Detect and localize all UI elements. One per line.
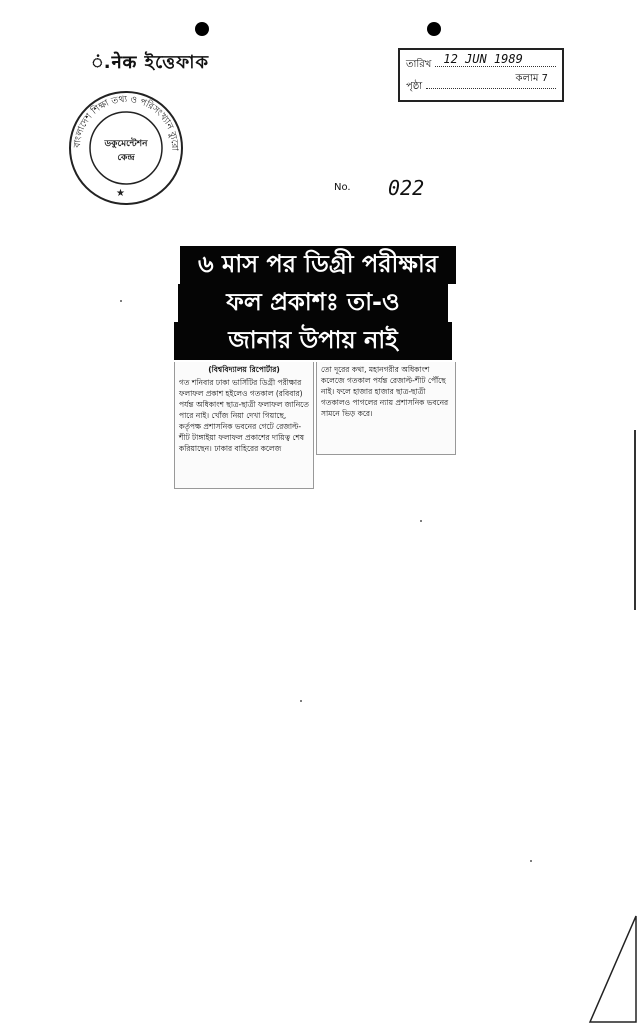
article-columns <box>174 362 456 502</box>
seal-inner-line1: ডকুমেন্টেশন <box>104 139 148 149</box>
documentation-center-seal <box>66 88 186 208</box>
page-edge-mark <box>634 430 636 610</box>
date-box <box>398 48 564 102</box>
doc-number: 022 <box>388 176 425 200</box>
seal-inner-line2: কেন্দ্র <box>117 153 135 163</box>
left-column-text: গত শনিবার ঢাকা ভার্সিটির ডিগ্রী পরীক্ষার ফলাফল প্রকাশ হইলেও গতকাল (রবিবার) পর্যন্ত অধিকাংশ ছাত্র-ছাত্রী ফলাফল জানিতে পারে নাই। খোঁজ নিয়া দেখা গিয়াছে, কর্তৃপক্ষ প্রশাসনিক ভবনের গেটে রেজাল্ট-শীট টাঙ্গাইয়া ফলাফল প্রকাশের দায়িত্ব শেষ করিয়াছেন। ঢাকার বাহিরের কলেজ <box>179 378 309 453</box>
newspaper-clipping <box>174 246 456 502</box>
paper-speck <box>120 300 122 302</box>
folded-corner <box>588 914 638 1024</box>
doc-number-prefix: No. <box>334 182 351 193</box>
paper-speck <box>530 860 532 862</box>
column-value: 7 <box>541 73 548 84</box>
article-left-column <box>174 362 314 489</box>
article-right-column <box>316 362 456 455</box>
headline-line-3: জানার উপায় নাই <box>174 322 452 360</box>
right-column-text: তো দূরের কথা, মহানগরীর অধিকাংশ কলেজে গতকাল পর্যন্ত রেজাল্ট-শীট পৌঁছে নাই। ফলে হাজার হাজার ছাত্র-ছাত্রী গতকালও পাগলের ন্যায় প্রশাসনিক ভবনের সামনে ভিড় করে। <box>321 365 449 418</box>
date-value: 12 JUN 1989 <box>443 52 523 66</box>
seal-outer-text: বাংলাদেশ শিক্ষা তথ্য ও পরিসংখ্যান ব্যুরো <box>72 94 180 152</box>
date-label: তারিখ <box>406 59 432 70</box>
paper-speck <box>420 520 422 522</box>
punch-hole-left <box>195 22 209 36</box>
headline-line-1: ৬ মাস পর ডিগ্রী পরীক্ষার <box>180 246 456 284</box>
reporter-credit: (বিশ্ববিদ্যালয় রিপোর্টার) <box>208 365 280 374</box>
newspaper-masthead: ं.नेक ইত্তেফাক <box>92 52 210 73</box>
page-label: পৃষ্ঠা <box>406 81 423 92</box>
paper-speck <box>300 700 302 702</box>
column-label: কলাম <box>515 73 539 84</box>
headline-line-2: ফল প্রকাশঃ তা-ও <box>178 284 448 322</box>
punch-hole-right <box>427 22 441 36</box>
svg-text:★: ★ <box>116 188 125 199</box>
